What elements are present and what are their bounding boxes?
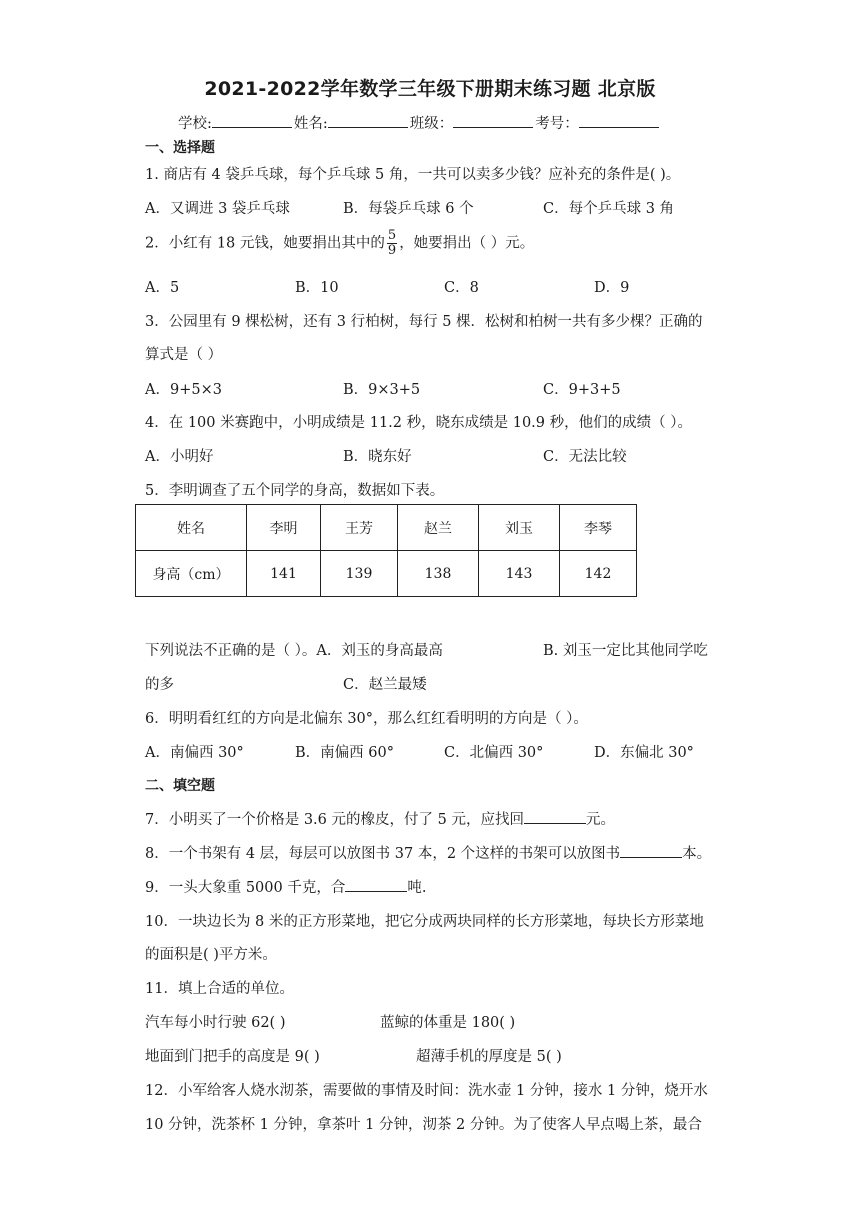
question-8-text: 8．一个书架有 4 层，每层可以放图书 37 本，2 个这样的书架可以放图书 — [145, 846, 621, 862]
question-6-option-d: D．东偏北 30° — [594, 745, 694, 761]
question-9-text: 9．一头大象重 5000 千克，合 — [145, 880, 346, 896]
table-cell: 身高（cm） — [136, 551, 247, 597]
question-2-option-a: A．5 — [145, 280, 180, 296]
answer-blank[interactable] — [620, 844, 682, 858]
answer-blank[interactable] — [345, 878, 407, 892]
question-3-line-2: 算式是（ ） — [145, 347, 223, 363]
fraction-denominator: 9 — [387, 243, 397, 258]
question-11-item-b: 蓝鲸的体重是 180( ) — [380, 1015, 516, 1031]
question-2-option-c: C．8 — [444, 280, 479, 296]
question-4-option-a: A．小明好 — [145, 449, 214, 465]
class-label: 班级： — [409, 116, 454, 132]
question-12-line-2: 10 分钟，洗茶杯 1 分钟，拿茶叶 1 分钟，沏茶 2 分钟。为了使客人早点喝上茶，最合 — [145, 1117, 702, 1133]
question-5-line-2: 的多 — [145, 677, 174, 693]
school-blank[interactable] — [212, 114, 292, 128]
question-5-option-c: C．赵兰最矮 — [343, 677, 427, 693]
question-2-text-before: 2．小红有 18 元钱，她要捐出其中的 — [145, 235, 385, 252]
question-3-option-b: B．9×3+5 — [343, 382, 421, 398]
fraction — [387, 229, 397, 258]
fraction-numerator: 5 — [387, 228, 397, 243]
question-3-option-c: C．9+3+5 — [543, 382, 621, 398]
exam-no-label: 考号： — [535, 116, 579, 132]
question-12-line-1: 12．小军给客人烧水沏茶，需要做的事情及时间：洗水壶 1 分钟，接水 1 分钟，烧开水 — [145, 1083, 708, 1099]
question-2-option-b: B．10 — [295, 280, 339, 296]
table-header-row — [136, 505, 637, 551]
question-7-unit: 元。 — [585, 812, 615, 828]
question-2-text-after: ，她要捐出（ ）元。 — [399, 235, 535, 252]
question-3-line-1: 3．公园里有 9 棵松树，还有 3 行柏树，每行 5 棵．松树和柏树一共有多少棵？正确的 — [145, 314, 703, 330]
school-label: 学校: — [178, 116, 212, 132]
section-heading-choice: 一、选择题 — [145, 140, 215, 156]
question-6-option-b: B．南偏西 60° — [295, 745, 394, 761]
name-label: 姓名: — [293, 116, 328, 132]
table-cell: 143 — [479, 551, 560, 597]
student-info-line — [178, 112, 661, 133]
question-10-line-2: 的面积是( )平方米。 — [145, 947, 277, 963]
table-cell: 姓名 — [136, 505, 247, 551]
class-blank[interactable] — [453, 114, 533, 128]
question-11-item-c: 地面到门把手的高度是 9( ) — [145, 1049, 320, 1065]
table-cell: 李明 — [247, 505, 321, 551]
table-cell: 142 — [560, 551, 637, 597]
question-6-text: 6．明明看红红的方向是北偏东 30°，那么红红看明明的方向是（ ）。 — [145, 711, 588, 727]
question-1-text: 1. 商店有 4 袋乒乓球，每个乒乓球 5 角，一共可以卖多少钱？应补充的条件是( )。 — [145, 167, 681, 183]
question-11-text: 11．填上合适的单位。 — [145, 981, 294, 997]
question-9-unit: 吨. — [407, 880, 427, 896]
table-row — [136, 551, 637, 597]
question-11-item-d: 超薄手机的厚度是 5( ) — [416, 1049, 562, 1065]
name-blank[interactable] — [328, 114, 408, 128]
question-2-option-d: D．9 — [594, 280, 630, 296]
answer-blank[interactable] — [524, 810, 586, 824]
question-1-option-c: C．每个乒乓球 3 角 — [543, 201, 675, 217]
table-cell: 赵兰 — [398, 505, 479, 551]
question-6-option-c: C．北偏西 30° — [444, 745, 544, 761]
question-11-item-a: 汽车每小时行驶 62( ) — [145, 1015, 286, 1031]
question-4-option-b: B．晓东好 — [343, 449, 412, 465]
question-5-line-1: 下列说法不正确的是（ ）。A．刘玉的身高最高 — [145, 643, 443, 659]
table-cell: 139 — [321, 551, 398, 597]
question-1-option-a: A．又调进 3 袋乒乓球 — [145, 201, 290, 217]
question-7 — [145, 808, 615, 829]
question-5-text: 5．李明调查了五个同学的身高，数据如下表。 — [145, 483, 445, 499]
question-1-option-b: B．每袋乒乓球 6 个 — [343, 201, 474, 217]
question-8-unit: 本。 — [682, 846, 712, 862]
table-cell: 138 — [398, 551, 479, 597]
section-heading-fill: 二、填空题 — [145, 778, 215, 794]
question-4-option-c: C．无法比较 — [543, 449, 627, 465]
question-9 — [145, 876, 426, 897]
table-cell: 李琴 — [560, 505, 637, 551]
table-cell: 141 — [247, 551, 321, 597]
height-table — [135, 504, 637, 597]
question-8 — [145, 842, 711, 863]
exam-no-blank[interactable] — [579, 114, 659, 128]
question-3-option-a: A．9+5×3 — [145, 382, 222, 398]
question-4-text: 4．在 100 米赛跑中，小明成绩是 11.2 秒，晓东成绩是 10.9 秒，他们的成绩（ ）。 — [145, 415, 692, 431]
question-2-text — [145, 229, 534, 258]
page-title: 2021-2022学年数学三年级下册期末练习题 北京版 — [204, 78, 656, 100]
question-10-line-1: 10．一块边长为 8 米的正方形菜地，把它分成两块同样的长方形菜地，每块长方形菜地 — [145, 914, 704, 930]
table-cell: 刘玉 — [479, 505, 560, 551]
question-5-option-b: B. 刘玉一定比其他同学吃 — [543, 643, 708, 659]
table-cell: 王芳 — [321, 505, 398, 551]
question-7-text: 7．小明买了一个价格是 3.6 元的橡皮，付了 5 元，应找回 — [145, 812, 524, 828]
question-6-option-a: A．南偏西 30° — [145, 745, 244, 761]
